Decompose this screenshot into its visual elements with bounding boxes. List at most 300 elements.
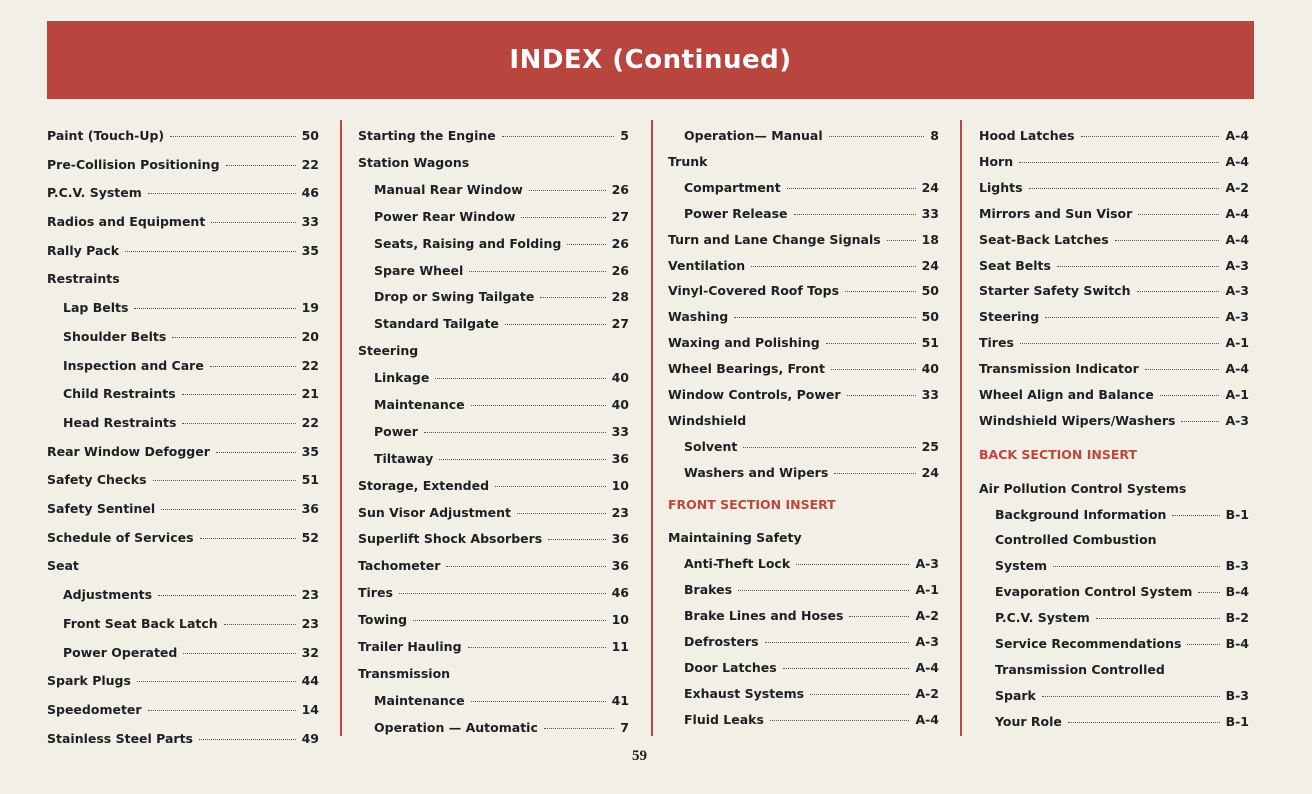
- index-entry-page: 14: [301, 702, 319, 717]
- index-entry-label: Background Information: [995, 507, 1167, 522]
- index-entry: [47, 501, 319, 517]
- index-entry: [684, 465, 939, 481]
- index-entry-label: Seat Belts: [979, 258, 1051, 273]
- index-entry-page: 24: [921, 258, 939, 273]
- index-entry-label: Power Rear Window: [374, 209, 516, 224]
- index-entry-page: B-1: [1225, 507, 1249, 522]
- index-entry-label: Brakes: [684, 582, 733, 597]
- index-entry-label: Horn: [979, 154, 1014, 169]
- index-entry-page: B-3: [1225, 558, 1249, 573]
- index-entry: [684, 660, 939, 676]
- index-entry-page: 46: [301, 185, 319, 200]
- index-entry: [979, 413, 1249, 429]
- index-entry: [684, 180, 939, 196]
- index-entry-label: Compartment: [684, 180, 781, 195]
- index-entry: [374, 693, 629, 709]
- index-entry-page: 8: [930, 128, 939, 143]
- index-entry-page: 41: [611, 693, 629, 708]
- dot-leader: [1096, 618, 1220, 619]
- index-entry-page: 22: [301, 157, 319, 172]
- index-entry-page: 23: [301, 587, 319, 602]
- index-entry-page: 26: [611, 263, 629, 278]
- index-entry-page: 33: [921, 206, 939, 221]
- dot-leader: [517, 513, 606, 514]
- dot-leader: [1042, 696, 1220, 697]
- index-entry-label: Power Release: [684, 206, 788, 221]
- index-entry-page: 11: [611, 639, 629, 654]
- index-entry-page: 27: [611, 209, 629, 224]
- dot-leader: [544, 728, 614, 729]
- index-entry-page: A-1: [915, 582, 939, 597]
- index-entry: [358, 128, 629, 144]
- index-entry: [374, 236, 629, 252]
- index-entry-page: 20: [301, 329, 319, 344]
- dot-leader: [1160, 395, 1220, 396]
- dot-leader: [540, 297, 605, 298]
- index-entry: [995, 558, 1249, 574]
- index-entry-label: Windshield Wipers/Washers: [979, 413, 1176, 428]
- index-entry: [684, 634, 939, 650]
- index-entry: [63, 616, 319, 632]
- index-entry: [47, 157, 319, 173]
- index-entry-label: Wheel Align and Balance: [979, 387, 1154, 402]
- index-entry-page: B-3: [1225, 688, 1249, 703]
- dot-leader: [1137, 291, 1220, 292]
- index-entry-page: 24: [921, 465, 939, 480]
- dot-leader: [770, 720, 909, 721]
- index-entry-label: Manual Rear Window: [374, 182, 523, 197]
- index-entry-page: 33: [921, 387, 939, 402]
- index-entry: [668, 413, 939, 429]
- index-entry: [979, 232, 1249, 248]
- index-entry-page: 18: [921, 232, 939, 247]
- index-entry-page: 22: [301, 415, 319, 430]
- index-entry: [358, 478, 629, 494]
- index-entry: [358, 585, 629, 601]
- index-entry-page: 10: [611, 478, 629, 493]
- dot-leader: [829, 136, 925, 137]
- index-entry: [374, 397, 629, 413]
- index-entry-page: B-4: [1225, 636, 1249, 651]
- index-entry-label: Trunk: [668, 154, 708, 169]
- index-entry-page: A-3: [1225, 309, 1249, 324]
- index-entry: [374, 370, 629, 386]
- index-entry-page: A-4: [915, 712, 939, 727]
- dot-leader: [148, 710, 296, 711]
- index-entry: [63, 587, 319, 603]
- index-entry: [995, 688, 1249, 704]
- index-entry-page: 36: [301, 501, 319, 516]
- index-entry-label: Rally Pack: [47, 243, 120, 258]
- dot-leader: [211, 222, 295, 223]
- index-title-banner: [47, 21, 1254, 99]
- column-divider: [960, 120, 962, 736]
- dot-leader: [1198, 592, 1219, 593]
- index-entry-page: A-2: [915, 686, 939, 701]
- index-entry-label: Maintenance: [374, 397, 465, 412]
- index-entry-page: 52: [301, 530, 319, 545]
- index-entry-page: 50: [301, 128, 319, 143]
- index-entry-label: Mirrors and Sun Visor: [979, 206, 1133, 221]
- index-entry: [668, 154, 939, 170]
- dot-leader: [505, 324, 606, 325]
- index-entry-label: Operation — Automatic: [374, 720, 538, 735]
- column-divider: [651, 120, 653, 736]
- index-entry-label: Your Role: [995, 714, 1062, 729]
- dot-leader: [887, 240, 916, 241]
- index-entry-label: Waxing and Polishing: [668, 335, 820, 350]
- index-entry-label: Spark: [995, 688, 1036, 703]
- index-entry: [47, 128, 319, 144]
- index-entry: [979, 258, 1249, 274]
- index-entry: [47, 185, 319, 201]
- index-entry-label: Hood Latches: [979, 128, 1075, 143]
- index-entry-label: Brake Lines and Hoses: [684, 608, 844, 623]
- index-entry-label: Restraints: [47, 271, 120, 286]
- index-entry: [979, 481, 1249, 497]
- dot-leader: [794, 214, 916, 215]
- dot-leader: [548, 539, 605, 540]
- dot-leader: [765, 642, 910, 643]
- index-entry-label: Seats, Raising and Folding: [374, 236, 562, 251]
- index-entry-label: Evaporation Control System: [995, 584, 1193, 599]
- index-entry-label: Head Restraints: [63, 415, 177, 430]
- index-entry-page: 50: [921, 309, 939, 324]
- index-entry-page: A-2: [915, 608, 939, 623]
- index-entry-label: Paint (Touch-Up): [47, 128, 165, 143]
- index-entry-label: Towing: [358, 612, 408, 627]
- dot-leader: [1057, 266, 1219, 267]
- dot-leader: [413, 620, 605, 621]
- index-entry-label: Service Recommendations: [995, 636, 1182, 651]
- index-entry-page: A-2: [1225, 180, 1249, 195]
- index-entry-page: 35: [301, 444, 319, 459]
- dot-leader: [435, 378, 605, 379]
- index-entry-page: 5: [620, 128, 629, 143]
- index-entry-label: Safety Sentinel: [47, 501, 156, 516]
- index-entry-label: Ventilation: [668, 258, 746, 273]
- index-entry: [995, 507, 1249, 523]
- dot-leader: [182, 394, 296, 395]
- index-entry-page: 7: [620, 720, 629, 735]
- index-entry: [979, 180, 1249, 196]
- index-entry: [684, 206, 939, 222]
- dot-leader: [148, 193, 296, 194]
- index-entry-label: Rear Window Defogger: [47, 444, 210, 459]
- index-entry: [47, 558, 319, 574]
- index-entry-label: Defrosters: [684, 634, 759, 649]
- index-entry-label: Spark Plugs: [47, 673, 131, 688]
- index-entry-label: Spare Wheel: [374, 263, 464, 278]
- index-entry-label: Tires: [358, 585, 393, 600]
- dot-leader: [125, 251, 295, 252]
- dot-leader: [1187, 644, 1219, 645]
- index-entry: [979, 154, 1249, 170]
- index-entry-label: Speedometer: [47, 702, 142, 717]
- index-entry-label: Fluid Leaks: [684, 712, 764, 727]
- dot-leader: [529, 190, 606, 191]
- dot-leader: [502, 136, 615, 137]
- index-entry: [47, 243, 319, 259]
- index-entry-label: Vinyl-Covered Roof Tops: [668, 283, 840, 298]
- index-entry: [374, 182, 629, 198]
- index-entry-page: 44: [301, 673, 319, 688]
- index-entry-label: Power: [374, 424, 418, 439]
- index-entry-page: 36: [611, 558, 629, 573]
- index-entry-label: Maintaining Safety: [668, 530, 802, 545]
- index-entry-page: 50: [921, 283, 939, 298]
- index-section-heading: [668, 497, 939, 513]
- index-entry: [47, 673, 319, 689]
- index-entry-page: A-3: [1225, 413, 1249, 428]
- dot-leader: [567, 244, 605, 245]
- index-entry: [63, 358, 319, 374]
- index-entry-label: Child Restraints: [63, 386, 176, 401]
- index-entry: [995, 584, 1249, 600]
- index-entry-page: 36: [611, 531, 629, 546]
- dot-leader: [161, 509, 295, 510]
- index-entry-page: 49: [301, 731, 319, 746]
- index-entry: [63, 386, 319, 402]
- dot-leader: [734, 317, 915, 318]
- dot-leader: [1115, 240, 1220, 241]
- dot-leader: [137, 681, 296, 682]
- index-entry: [979, 128, 1249, 144]
- index-entry: [47, 444, 319, 460]
- index-entry-label: Windshield: [668, 413, 747, 428]
- index-entry-page: A-3: [1225, 283, 1249, 298]
- index-entry-page: A-4: [1225, 154, 1249, 169]
- index-entry-label: System: [995, 558, 1048, 573]
- index-entry: [668, 335, 939, 351]
- index-entry-label: Front Seat Back Latch: [63, 616, 218, 631]
- index-entry-label: Transmission Controlled: [995, 662, 1165, 677]
- index-entry-label: Schedule of Services: [47, 530, 194, 545]
- index-entry: [63, 415, 319, 431]
- index-entry-label: Trailer Hauling: [358, 639, 462, 654]
- index-entry: [684, 686, 939, 702]
- dot-leader: [810, 694, 909, 695]
- index-entry-label: Wheel Bearings, Front: [668, 361, 825, 376]
- index-entry-page: A-4: [1225, 206, 1249, 221]
- index-entry-page: A-1: [1225, 335, 1249, 350]
- index-entry-page: 40: [611, 397, 629, 412]
- index-entry: [979, 335, 1249, 351]
- dot-leader: [1081, 136, 1220, 137]
- index-entry: [668, 258, 939, 274]
- dot-leader: [1172, 515, 1219, 516]
- index-entry-page: A-3: [915, 634, 939, 649]
- index-entry-label: Station Wagons: [358, 155, 470, 170]
- dot-leader: [439, 459, 605, 460]
- index-section-heading: [979, 447, 1249, 463]
- index-entry: [374, 451, 629, 467]
- index-entry-label: P.C.V. System: [995, 610, 1090, 625]
- dot-leader: [1145, 369, 1220, 370]
- index-entry-page: B-4: [1225, 584, 1249, 599]
- index-entry-page: 35: [301, 243, 319, 258]
- dot-leader: [182, 423, 295, 424]
- index-entry-label: Radios and Equipment: [47, 214, 206, 229]
- index-entry: [684, 582, 939, 598]
- dot-leader: [170, 136, 295, 137]
- dot-leader: [521, 217, 605, 218]
- index-entry-label: Starter Safety Switch: [979, 283, 1131, 298]
- index-entry-label: Solvent: [684, 439, 738, 454]
- index-entry-label: P.C.V. System: [47, 185, 142, 200]
- index-entry: [668, 387, 939, 403]
- index-entry-page: 51: [921, 335, 939, 350]
- index-entry: [374, 720, 629, 736]
- dot-leader: [183, 653, 295, 654]
- dot-leader: [783, 668, 910, 669]
- index-entry: [47, 731, 319, 747]
- index-entry-label: Pre-Collision Positioning: [47, 157, 220, 172]
- index-entry: [995, 714, 1249, 730]
- index-entry-label: Exhaust Systems: [684, 686, 805, 701]
- index-entry-page: A-3: [915, 556, 939, 571]
- dot-leader: [226, 165, 296, 166]
- dot-leader: [134, 308, 295, 309]
- index-entry-label: Transmission Indicator: [979, 361, 1139, 376]
- index-entry: [684, 439, 939, 455]
- index-entry-page: A-4: [1225, 232, 1249, 247]
- index-entry-label: Power Operated: [63, 645, 178, 660]
- index-entry-page: 36: [611, 451, 629, 466]
- dot-leader: [743, 447, 915, 448]
- index-entry: [995, 662, 1249, 678]
- index-entry: [358, 612, 629, 628]
- dot-leader: [424, 432, 606, 433]
- index-entry-label: Tachometer: [358, 558, 441, 573]
- index-entry-page: A-1: [1225, 387, 1249, 402]
- index-entry-page: 26: [611, 236, 629, 251]
- index-entry-page: 21: [301, 386, 319, 401]
- index-entry-page: 27: [611, 316, 629, 331]
- index-entry-label: FRONT SECTION INSERT: [668, 497, 836, 512]
- index-entry: [374, 289, 629, 305]
- index-entry-label: Lights: [979, 180, 1023, 195]
- index-entry: [979, 361, 1249, 377]
- dot-leader: [469, 271, 605, 272]
- index-entry: [979, 309, 1249, 325]
- index-entry: [358, 531, 629, 547]
- index-entry: [995, 532, 1249, 548]
- dot-leader: [468, 647, 606, 648]
- dot-leader: [216, 452, 296, 453]
- index-entry-label: Storage, Extended: [358, 478, 490, 493]
- index-entry: [63, 300, 319, 316]
- index-entry-page: 33: [301, 214, 319, 229]
- dot-leader: [831, 369, 916, 370]
- dot-leader: [158, 595, 296, 596]
- index-entry: [47, 702, 319, 718]
- dot-leader: [847, 395, 916, 396]
- index-entry: [358, 505, 629, 521]
- index-entry-page: A-3: [1225, 258, 1249, 273]
- index-entry: [668, 309, 939, 325]
- index-entry: [47, 214, 319, 230]
- index-entry-label: Air Pollution Control Systems: [979, 481, 1187, 496]
- index-entry: [668, 361, 939, 377]
- index-entry-page: 32: [301, 645, 319, 660]
- dot-leader: [787, 188, 916, 189]
- index-entry: [47, 271, 319, 287]
- dot-leader: [399, 593, 606, 594]
- index-entry-page: 40: [921, 361, 939, 376]
- index-entry-label: Adjustments: [63, 587, 153, 602]
- index-entry-page: 28: [611, 289, 629, 304]
- index-entry: [979, 283, 1249, 299]
- index-entry-page: 40: [611, 370, 629, 385]
- dot-leader: [1068, 722, 1220, 723]
- index-entry-page: A-4: [1225, 128, 1249, 143]
- index-entry-page: A-4: [1225, 361, 1249, 376]
- dot-leader: [172, 337, 295, 338]
- index-entry: [374, 424, 629, 440]
- dot-leader: [751, 266, 916, 267]
- index-entry: [374, 263, 629, 279]
- index-entry: [668, 232, 939, 248]
- index-entry-label: Steering: [358, 343, 419, 358]
- index-entry: [47, 472, 319, 488]
- index-entry: [684, 556, 939, 572]
- index-entry: [47, 530, 319, 546]
- dot-leader: [1029, 188, 1220, 189]
- dot-leader: [200, 538, 296, 539]
- index-entry-label: Operation— Manual: [684, 128, 823, 143]
- index-entry-label: Safety Checks: [47, 472, 147, 487]
- index-entry-label: Standard Tailgate: [374, 316, 499, 331]
- page-number: 59: [632, 748, 647, 764]
- index-entry: [358, 639, 629, 655]
- dot-leader: [1053, 566, 1220, 567]
- index-entry-label: Superlift Shock Absorbers: [358, 531, 543, 546]
- index-entry-label: Starting the Engine: [358, 128, 496, 143]
- index-entry: [684, 712, 939, 728]
- index-entry: [684, 608, 939, 624]
- index-entry-label: Washing: [668, 309, 729, 324]
- index-entry-page: 10: [611, 612, 629, 627]
- index-entry-label: Maintenance: [374, 693, 465, 708]
- index-entry: [684, 128, 939, 144]
- index-entry: [374, 209, 629, 225]
- dot-leader: [1138, 214, 1219, 215]
- index-entry-page: 33: [611, 424, 629, 439]
- index-entry-page: 26: [611, 182, 629, 197]
- index-entry-label: Washers and Wipers: [684, 465, 829, 480]
- column-divider: [340, 120, 342, 736]
- dot-leader: [849, 616, 909, 617]
- dot-leader: [1045, 317, 1219, 318]
- index-entry-label: Steering: [979, 309, 1040, 324]
- dot-leader: [224, 624, 296, 625]
- index-entry-label: Anti-Theft Lock: [684, 556, 791, 571]
- dot-leader: [738, 590, 909, 591]
- dot-leader: [834, 473, 915, 474]
- index-entry-label: Window Controls, Power: [668, 387, 841, 402]
- dot-leader: [153, 480, 296, 481]
- index-entry-label: Lap Belts: [63, 300, 129, 315]
- index-entry-label: Stainless Steel Parts: [47, 731, 194, 746]
- dot-leader: [826, 343, 916, 344]
- index-entry-label: Drop or Swing Tailgate: [374, 289, 535, 304]
- index-entry-page: A-4: [915, 660, 939, 675]
- index-entry-page: 25: [921, 439, 939, 454]
- index-entry-page: 46: [611, 585, 629, 600]
- dot-leader: [845, 291, 916, 292]
- index-entry-label: Seat-Back Latches: [979, 232, 1109, 247]
